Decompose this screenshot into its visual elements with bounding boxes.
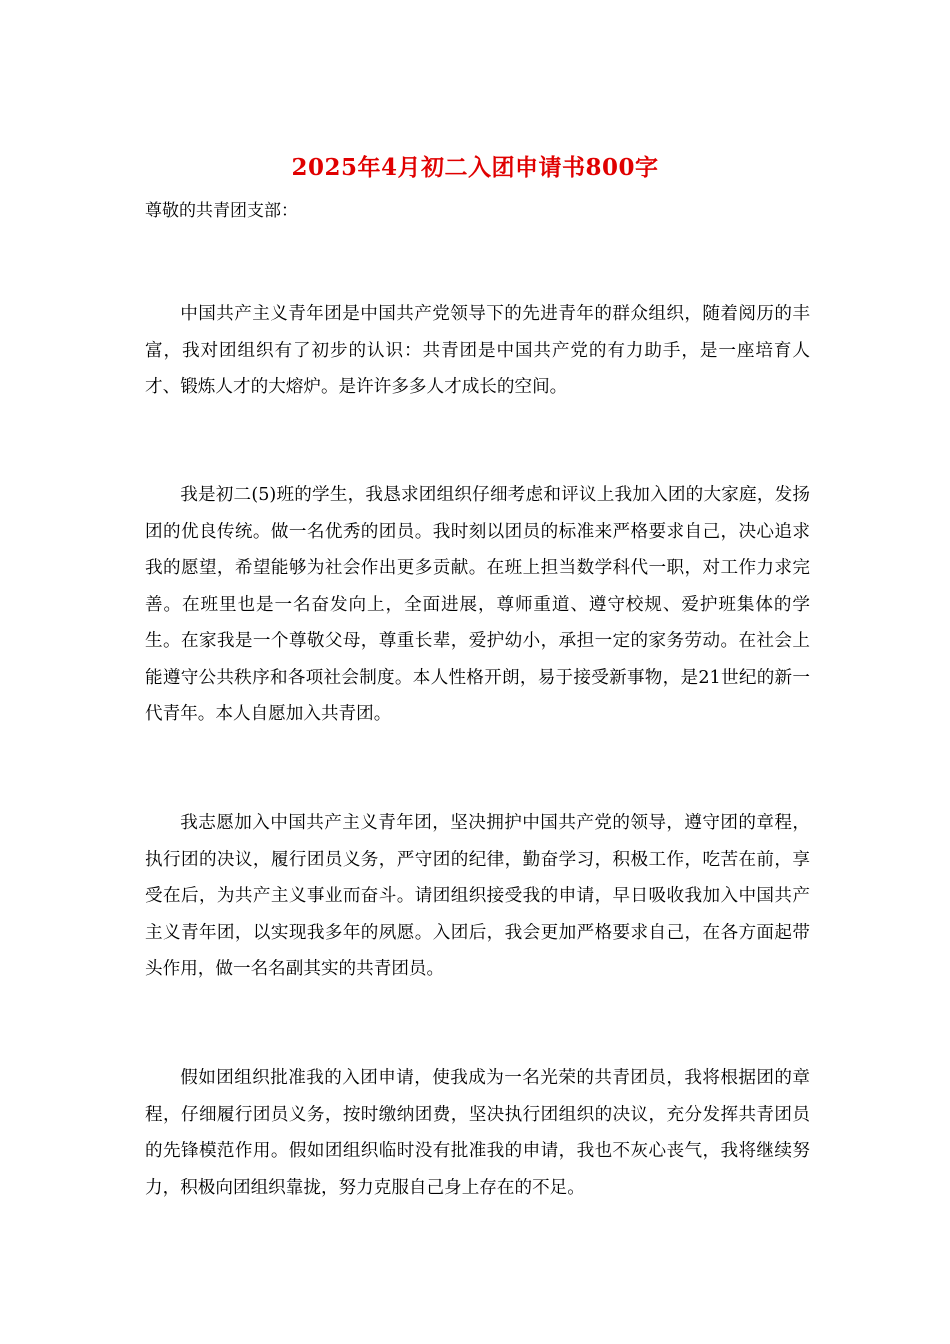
document-title: 2025年4月初二入团申请书800字 (291, 154, 659, 181)
paragraph-1: 中国共产主义青年团是中国共产党领导下的先进青年的群众组织，随着阅历的丰富，我对团组织有了初步的认识：共青团是中国共产党的有力助手，是一座培育人才、锻炼人才的大熔炉。是许许多多人才成长的空间。 (145, 304, 810, 397)
paragraph-3: 我志愿加入中国共产主义青年团，坚决拥护中国共产党的领导，遵守团的章程，执行团的决议，履行团员义务，严守团的纪律，勤奋学习，积极工作，吃苦在前，享受在后，为共产主义事业而奋斗。请团组织接受我的申请，早日吸收我加入中国共产主义青年团，以实现我多年的夙愿。入团后，我会更加严格要求自己，在各方面起带头作用，做一名名副其实的共青团员。 (145, 813, 810, 979)
paragraph-4: 假如团组织批准我的入团申请，使我成为一名光荣的共青团员，我将根据团的章程，仔细履行团员义务，按时缴纳团费，坚决执行团组织的决议，充分发挥共青团员的先锋模范作用。假如团组织临时没有批准我的申请，我也不灰心丧气，我将继续努力，积极向团组织靠拢，努力克服自己身上存在的不足。 (145, 1068, 810, 1198)
salutation: 尊敬的共青团支部： (145, 201, 298, 221)
paragraph-2: 我是初二(5)班的学生，我恳求团组织仔细考虑和评议上我加入团的大家庭，发扬团的优良传统。做一名优秀的团员。我时刻以团员的标准来严格要求自己，决心追求我的愿望，希望能够为社会作出更多贡献。在班上担当数学科代一职，对工作力求完善。在班里也是一名奋发向上，全面进展，尊师重道、遵守校规、爱护班集体的学生。在家我是一个尊敬父母，尊重长辈，爱护幼小，承担一定的家务劳动。在社会上能遵守公共秩序和各项社会制度。本人性格开朗，易于接受新事物，是21世纪的新一代青年。本人自愿加入共青团。 (145, 485, 810, 724)
